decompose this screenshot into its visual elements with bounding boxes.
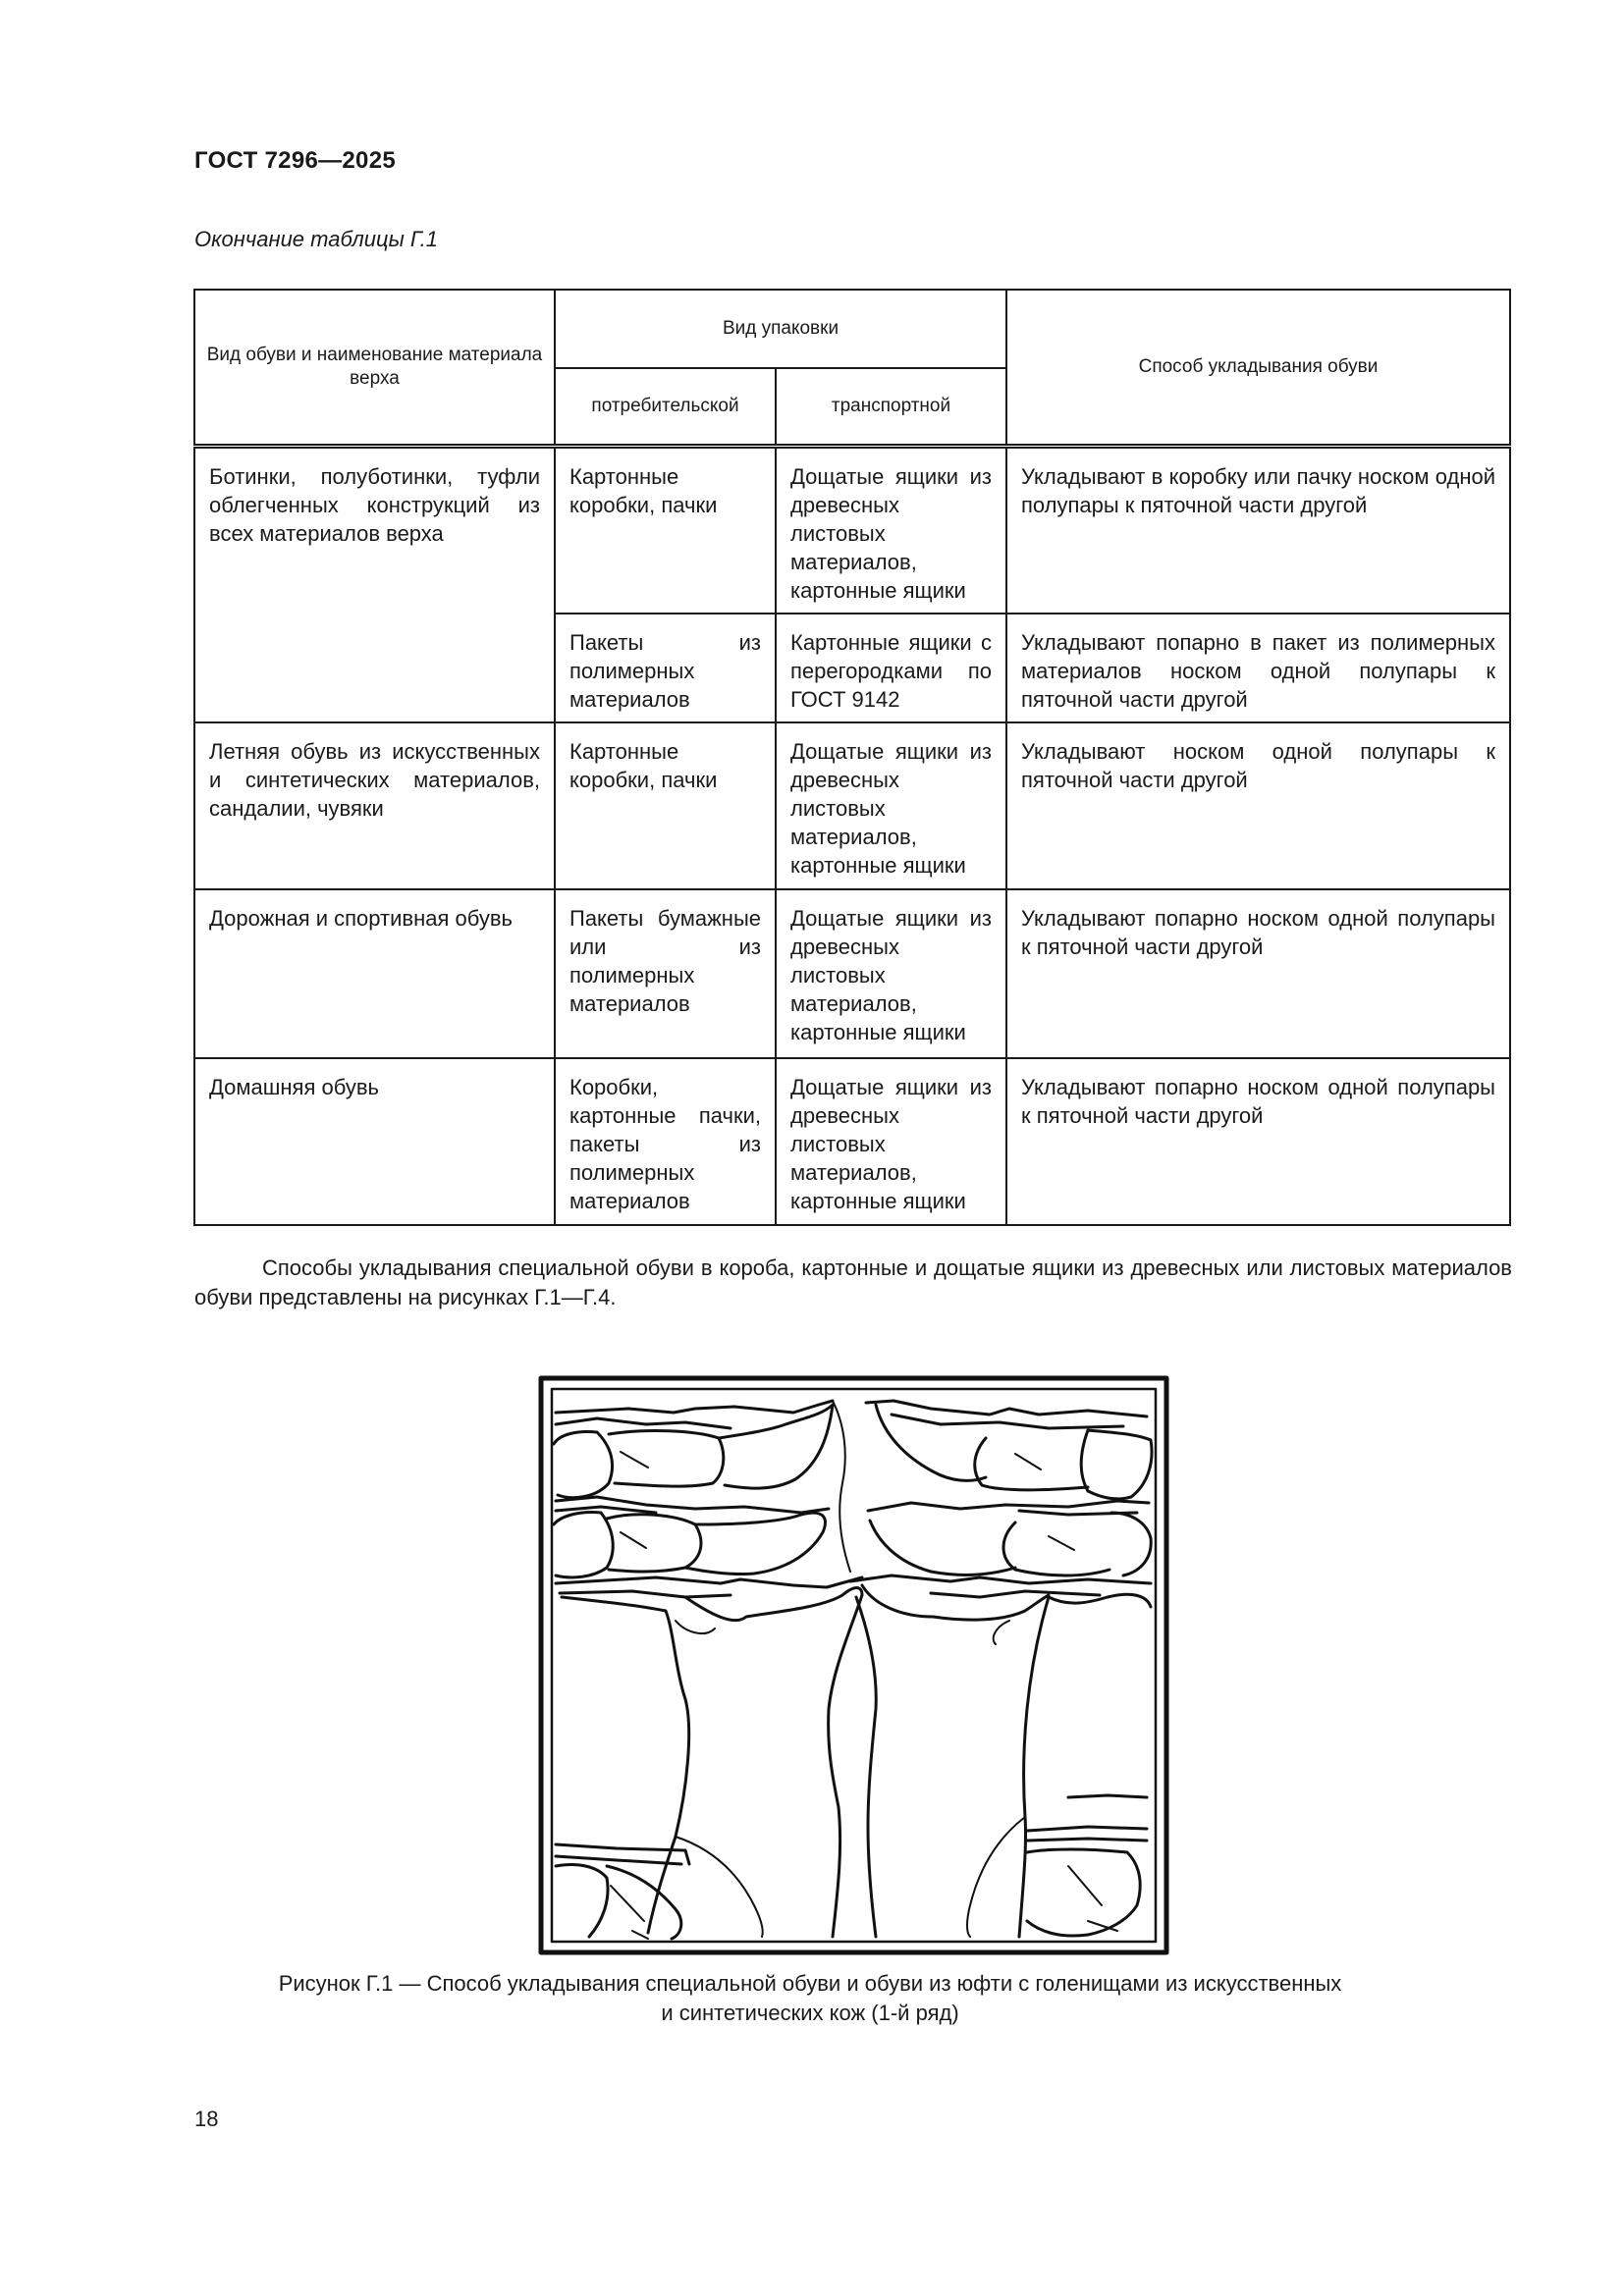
- boot-outline: [850, 1575, 1151, 1937]
- body-paragraph: Способы укладывания специальной обуви в короба, картонные и дощатые ящики из древесных или листовых материалов обуви представлены на рисунках Г.1—Г.4.: [194, 1255, 1512, 1309]
- cell-consumer-pack: Пакеты бумажные или из полимерных материалов: [555, 889, 776, 1058]
- figure-caption-line1: Рисунок Г.1 — Способ укладывания специальной обуви и обуви из юфти с голенищами из искусственных: [278, 1971, 1342, 1996]
- cell-shoe-type: Домашняя обувь: [194, 1058, 555, 1225]
- cell-transport-pack: Картонные ящики с перегородками по ГОСТ 9142: [776, 614, 1006, 722]
- table-row: [194, 889, 1510, 1058]
- boot-outline: [866, 1401, 1152, 1499]
- table-caption: Окончание таблицы Г.1: [194, 227, 438, 251]
- cell-packing-method: Укладывают носком одной полупары к пяточной части другой: [1006, 722, 1510, 889]
- box-inner-frame: [552, 1389, 1156, 1942]
- boot-outline: [554, 1497, 829, 1577]
- document-code: ГОСТ 7296—2025: [194, 147, 397, 174]
- cell-packing-method: Укладывают в коробку или пачку носком одной полупары к пяточной части другой: [1006, 446, 1510, 614]
- header-transport: транспортной: [776, 368, 1006, 446]
- packaging-table: [193, 289, 1511, 1226]
- box-outer-frame: [541, 1378, 1166, 1952]
- cell-shoe-type: Летняя обувь из искусственных и синтетических материалов, сандалии, чувяки: [194, 722, 555, 889]
- cell-shoe-type: Ботинки, полуботинки, туфли облегченных конструкций из всех материалов верха: [194, 446, 555, 722]
- cell-consumer-pack: Картонные коробки, пачки: [555, 722, 776, 889]
- boot-outline: [1027, 1795, 1147, 1936]
- cell-packing-method: Укладывают попарно в пакет из полимерных материалов носком одной полупары к пяточной части другой: [1006, 614, 1510, 722]
- cell-consumer-pack: Картонные коробки, пачки: [555, 446, 776, 614]
- header-packaging-type: Вид упаковки: [555, 290, 1006, 368]
- boot-packing-diagram: [538, 1375, 1169, 1955]
- figure-caption: [194, 1969, 1426, 2028]
- figure-caption-line2: и синтетических кож (1-й ряд): [661, 2001, 959, 2025]
- boot-outline: [556, 1577, 862, 1937]
- cell-transport-pack: Дощатые ящики из древесных листовых материалов, картонные ящики: [776, 1058, 1006, 1225]
- table-row: [194, 446, 1510, 614]
- header-packing-method: Способ укладывания обуви: [1006, 290, 1510, 446]
- table-row: [194, 722, 1510, 889]
- cell-transport-pack: Дощатые ящики из древесных листовых материалов, картонные ящики: [776, 722, 1006, 889]
- page-number: 18: [194, 2107, 219, 2131]
- cell-transport-pack: Дощатые ящики из древесных листовых материалов, картонные ящики: [776, 889, 1006, 1058]
- header-shoe-type: Вид обуви и наименование материала верха: [194, 290, 555, 446]
- cell-transport-pack: Дощатые ящики из древесных листовых материалов, картонные ящики: [776, 446, 1006, 614]
- cell-shoe-type: Дорожная и спортивная обувь: [194, 889, 555, 1058]
- boot-outline: [554, 1401, 833, 1498]
- header-consumer: потребительской: [555, 368, 776, 446]
- cell-consumer-pack: Коробки, картонные пачки, пакеты из полимерных материалов: [555, 1058, 776, 1225]
- table-row: [194, 1058, 1510, 1225]
- figure-g1: [538, 1375, 1169, 1955]
- cell-packing-method: Укладывают попарно носком одной полупары к пяточной части другой: [1006, 889, 1510, 1058]
- boot-outline: [868, 1501, 1151, 1575]
- cell-consumer-pack: Пакеты из полимерных материалов: [555, 614, 776, 722]
- cell-packing-method: Укладывают попарно носком одной полупары к пяточной части другой: [1006, 1058, 1510, 1225]
